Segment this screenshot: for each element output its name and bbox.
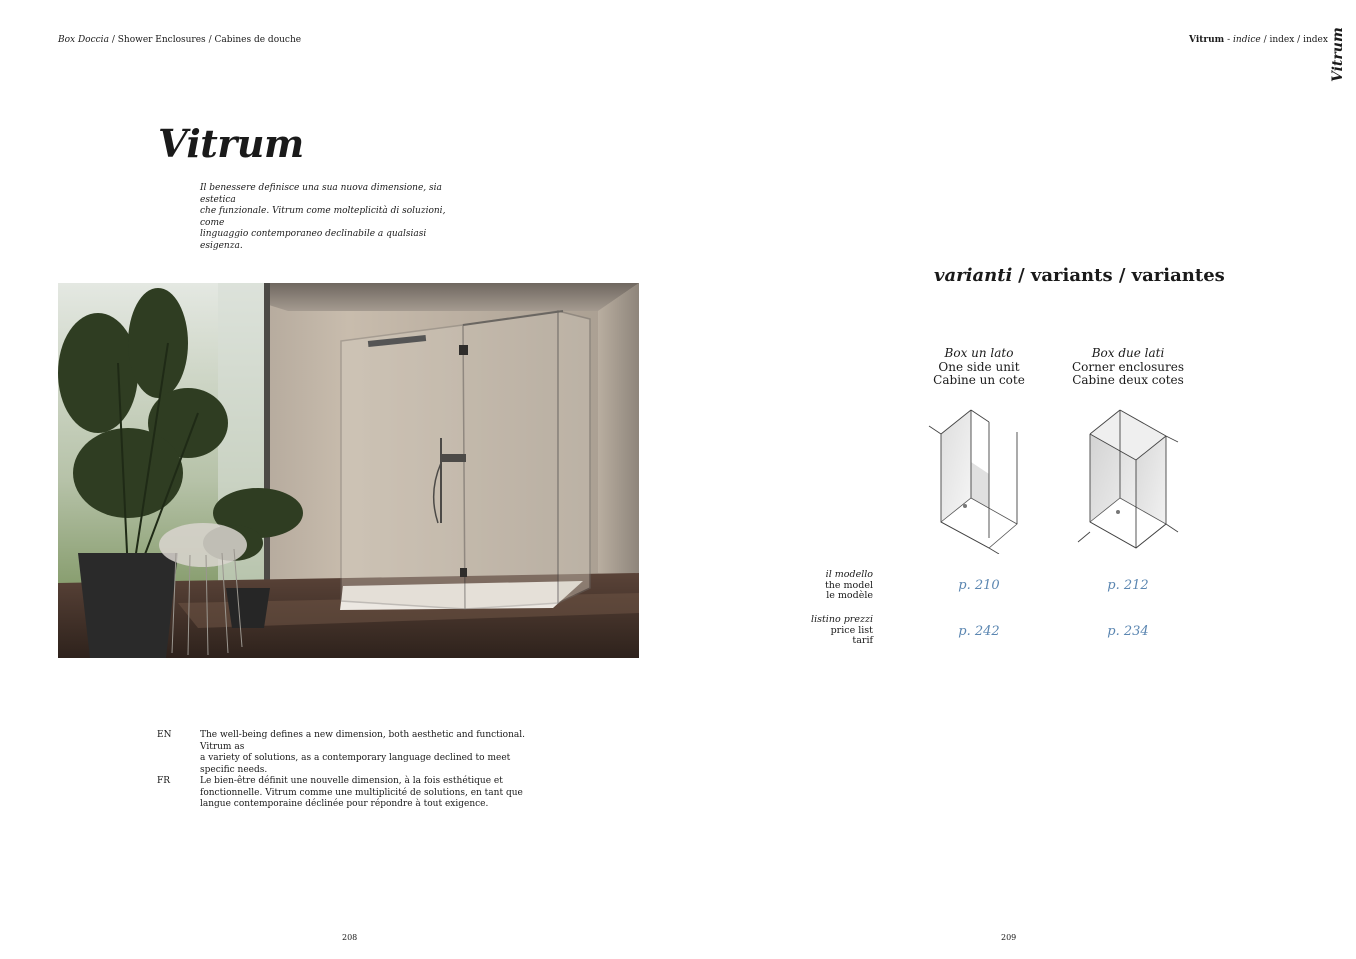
price-list-page-link[interactable]: p. 242 <box>958 624 1000 639</box>
model-page-link[interactable]: p. 212 <box>1107 578 1149 593</box>
en-line: The well-being defines a new dimension, both aesthetic and functional. Vitrum as <box>200 730 525 752</box>
row-label-model <box>753 570 873 602</box>
index-italian: indice <box>1233 35 1261 45</box>
index-dash: - <box>1227 35 1231 45</box>
intro-line: che funzionale. Vitrum come molteplicità di soluzioni, come <box>200 206 446 228</box>
variants-heading <box>934 264 1225 288</box>
index-header <box>1189 35 1328 46</box>
fr-line: fonctionnelle. Vitrum comme une multiplicité de solutions, en tant que <box>200 787 523 798</box>
one-side-unit-diagram <box>925 402 1035 558</box>
breadcrumb-sep: / <box>111 35 115 45</box>
row-label-it: listino prezzi <box>811 614 873 625</box>
shower-enclosure-photo <box>58 283 639 658</box>
english-paragraph <box>200 730 545 776</box>
en-line: a variety of solutions, as a contemporary language declined to meet specific needs. <box>200 753 511 775</box>
variant-one-side-label <box>904 347 1054 388</box>
breadcrumb-italian: Box Doccia <box>58 35 109 45</box>
model-page-link[interactable]: p. 210 <box>958 578 1000 593</box>
row-label-en: the model <box>824 579 873 591</box>
index-brand: Vitrum <box>1189 35 1225 45</box>
intro-paragraph <box>200 183 460 252</box>
variant-label-it: Box un lato <box>944 346 1014 360</box>
variant-label-en: Corner enclosures <box>1071 359 1185 374</box>
fr-line: Le bien-être définit une nouvelle dimension, à la fois esthétique et <box>200 776 503 786</box>
lang-code-en: EN <box>157 730 172 740</box>
breadcrumb-sep: / <box>208 35 212 45</box>
intro-line: linguaggio contemporaneo declinabile a qualsiasi esigenza. <box>200 229 427 251</box>
variants-heading-italian: varianti <box>934 265 1013 286</box>
page-number-right: 209 <box>1001 933 1017 942</box>
row-label-fr: le modèle <box>826 590 873 601</box>
fr-line: langue contemporaine déclinée pour répondre à tout exigence. <box>200 799 489 809</box>
page-number-left: 208 <box>342 933 358 942</box>
spine-title: Vitrum <box>1330 27 1346 82</box>
intro-line: Il benessere definisce una sua nuova dimensione, sia estetica <box>200 183 442 205</box>
row-label-price <box>753 615 873 647</box>
variant-label-fr: Cabine un cote <box>933 373 1025 387</box>
breadcrumb <box>58 35 301 46</box>
page-title: Vitrum <box>158 121 304 166</box>
breadcrumb-french: Cabines de douche <box>214 35 302 45</box>
corner-enclosure-diagram <box>1074 402 1184 558</box>
french-paragraph <box>200 776 545 811</box>
row-label-it: il modello <box>825 569 873 580</box>
variant-corner-label <box>1053 347 1203 388</box>
row-label-en: price list <box>830 624 873 636</box>
lang-code-fr: FR <box>157 776 171 786</box>
variant-label-en: One side unit <box>938 359 1020 374</box>
variant-label-fr: Cabine deux cotes <box>1072 373 1184 387</box>
variant-label-it: Box due lati <box>1091 346 1165 360</box>
variants-heading-rest: / variants / variantes <box>1018 265 1225 286</box>
row-label-fr: tarif <box>852 635 873 646</box>
index-others: / index / index <box>1263 35 1328 45</box>
price-list-page-link[interactable]: p. 234 <box>1107 624 1149 639</box>
breadcrumb-english: Shower Enclosures <box>117 35 206 45</box>
